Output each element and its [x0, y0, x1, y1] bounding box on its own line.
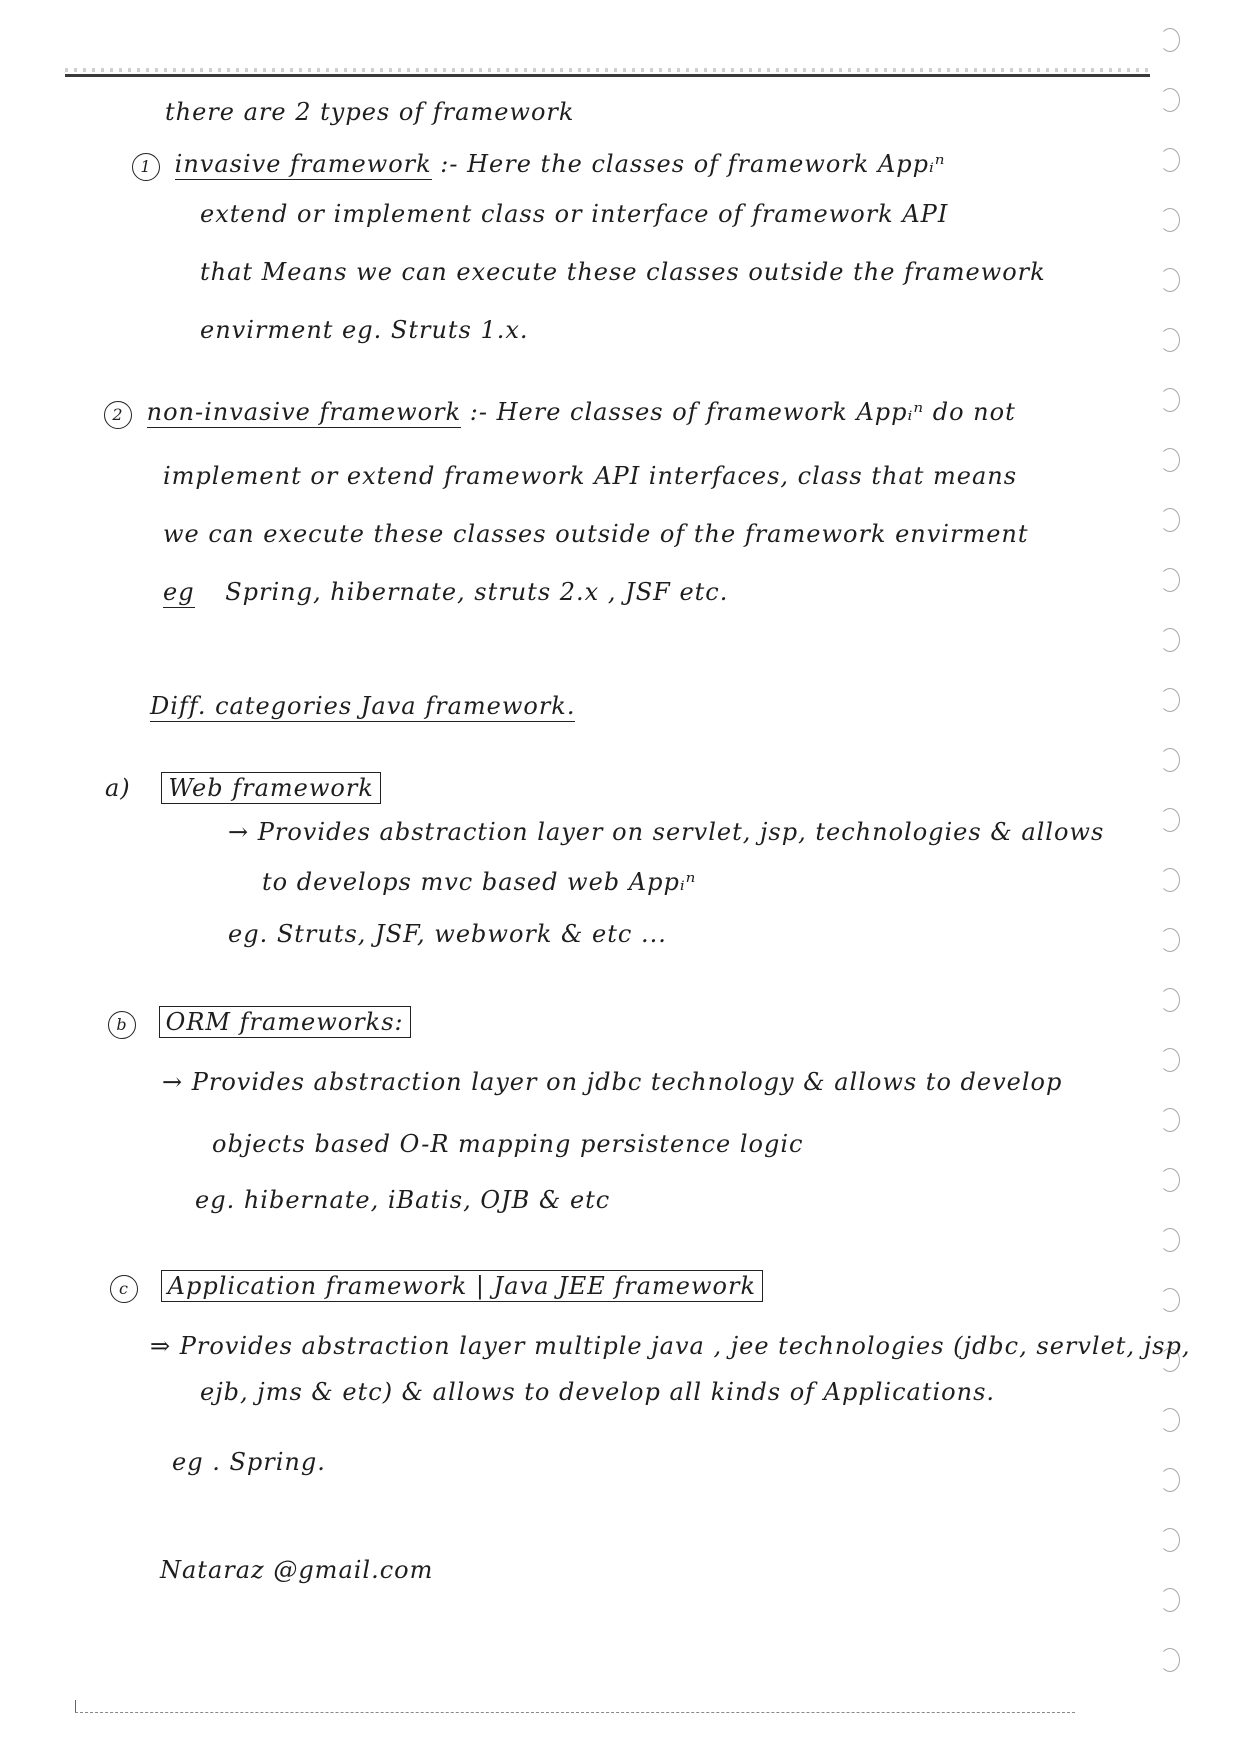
- binding-ring: [1160, 1648, 1180, 1672]
- author-email: Nataraz @gmail.com: [160, 1556, 434, 1584]
- binding-ring: [1160, 88, 1180, 112]
- binding-ring: [1160, 928, 1180, 952]
- binding-ring: [1160, 268, 1180, 292]
- binding-ring: [1160, 1048, 1180, 1072]
- orm-line3: eg. hibernate, iBatis, OJB & etc: [195, 1186, 611, 1214]
- binding-ring: [1160, 508, 1180, 532]
- web-line1: → Provides abstraction layer on servlet, jsp, technologies & allows: [228, 818, 1105, 846]
- application-line1: ⇒ Provides abstraction layer multiple java , jee technologies (jdbc, servlet, jsp,: [150, 1332, 1191, 1360]
- binding-ring: [1160, 748, 1180, 772]
- binding-ring: [1160, 388, 1180, 412]
- binding-ring: [1160, 808, 1180, 832]
- orm-marker: b: [108, 1011, 136, 1039]
- web-title: Web framework: [161, 772, 381, 804]
- noninvasive-line4: [163, 578, 728, 606]
- noninvasive-line2: implement or extend framework API interfaces, class that means: [163, 462, 1018, 490]
- intro-line: there are 2 types of framework: [165, 98, 575, 126]
- invasive-marker: 1: [132, 153, 160, 181]
- invasive-section: [132, 150, 946, 181]
- invasive-line3: that Means we can execute these classes outside the framework: [200, 258, 1046, 286]
- binding-ring: [1160, 568, 1180, 592]
- categories-title: [150, 692, 575, 720]
- binding-ring: [1160, 1108, 1180, 1132]
- binding-ring: [1160, 988, 1180, 1012]
- application-marker: c: [110, 1275, 138, 1303]
- binding-ring: [1160, 1168, 1180, 1192]
- invasive-line2: extend or implement class or interface of framework API: [200, 200, 949, 228]
- binding-ring: [1160, 1408, 1180, 1432]
- application-title: Application framework | Java JEE framework: [161, 1270, 763, 1302]
- binding-ring: [1160, 1528, 1180, 1552]
- application-line2: ejb, jms & etc) & allows to develop all kinds of Applications.: [200, 1378, 996, 1406]
- binding-ring: [1160, 28, 1180, 52]
- application-title-part2: Java JEE framework: [493, 1272, 756, 1300]
- binding-ring: [1160, 1228, 1180, 1252]
- application-section: [110, 1272, 763, 1303]
- application-line3: eg . Spring.: [172, 1448, 326, 1476]
- page-bottom-rule: [75, 1712, 1075, 1713]
- binding-ring: [1160, 628, 1180, 652]
- noninvasive-marker: 2: [104, 401, 132, 429]
- web-line3: eg. Struts, JSF, webwork & etc ...: [228, 920, 667, 948]
- noninvasive-heading: non-invasive framework: [146, 398, 462, 426]
- web-line2: to develops mvc based web Appᵢⁿ: [262, 868, 697, 896]
- noninvasive-line1-rest: :- Here classes of framework Appᵢⁿ do not: [469, 398, 1016, 426]
- invasive-line1-rest: :- Here the classes of framework Appᵢⁿ: [440, 150, 946, 178]
- binding-ring: [1160, 328, 1180, 352]
- orm-section: [108, 1008, 411, 1039]
- invasive-line4: envirment eg. Struts 1.x.: [200, 316, 529, 344]
- web-section: [105, 774, 381, 802]
- page-top-rule: [65, 74, 1150, 77]
- binding-ring: [1160, 1468, 1180, 1492]
- orm-line1: → Provides abstraction layer on jdbc technology & allows to develop: [162, 1068, 1063, 1096]
- noninvasive-line3: we can execute these classes outside of the framework envirment: [163, 520, 1029, 548]
- binding-ring: [1160, 1588, 1180, 1612]
- noninvasive-section: [104, 398, 1016, 429]
- page-bottom-corner: [75, 1700, 84, 1712]
- noninvasive-examples: Spring, hibernate, struts 2.x , JSF etc.: [225, 578, 729, 606]
- binding-ring: [1160, 208, 1180, 232]
- binding-ring: [1160, 688, 1180, 712]
- orm-line2: objects based O-R mapping persistence logic: [212, 1130, 804, 1158]
- binding-ring: [1160, 448, 1180, 472]
- binding-ring: [1160, 1288, 1180, 1312]
- web-marker: a): [105, 774, 131, 802]
- orm-title: ORM frameworks:: [159, 1006, 411, 1038]
- binding-ring: [1160, 148, 1180, 172]
- page-top-perforation: [65, 68, 1150, 72]
- spiral-binding: [1160, 20, 1220, 1700]
- binding-ring: [1160, 868, 1180, 892]
- noninvasive-eg: eg: [163, 578, 195, 606]
- invasive-heading: invasive framework: [174, 150, 432, 178]
- application-title-part1: Application framework: [167, 1272, 468, 1300]
- categories-title-text: Diff. categories Java framework.: [150, 692, 576, 720]
